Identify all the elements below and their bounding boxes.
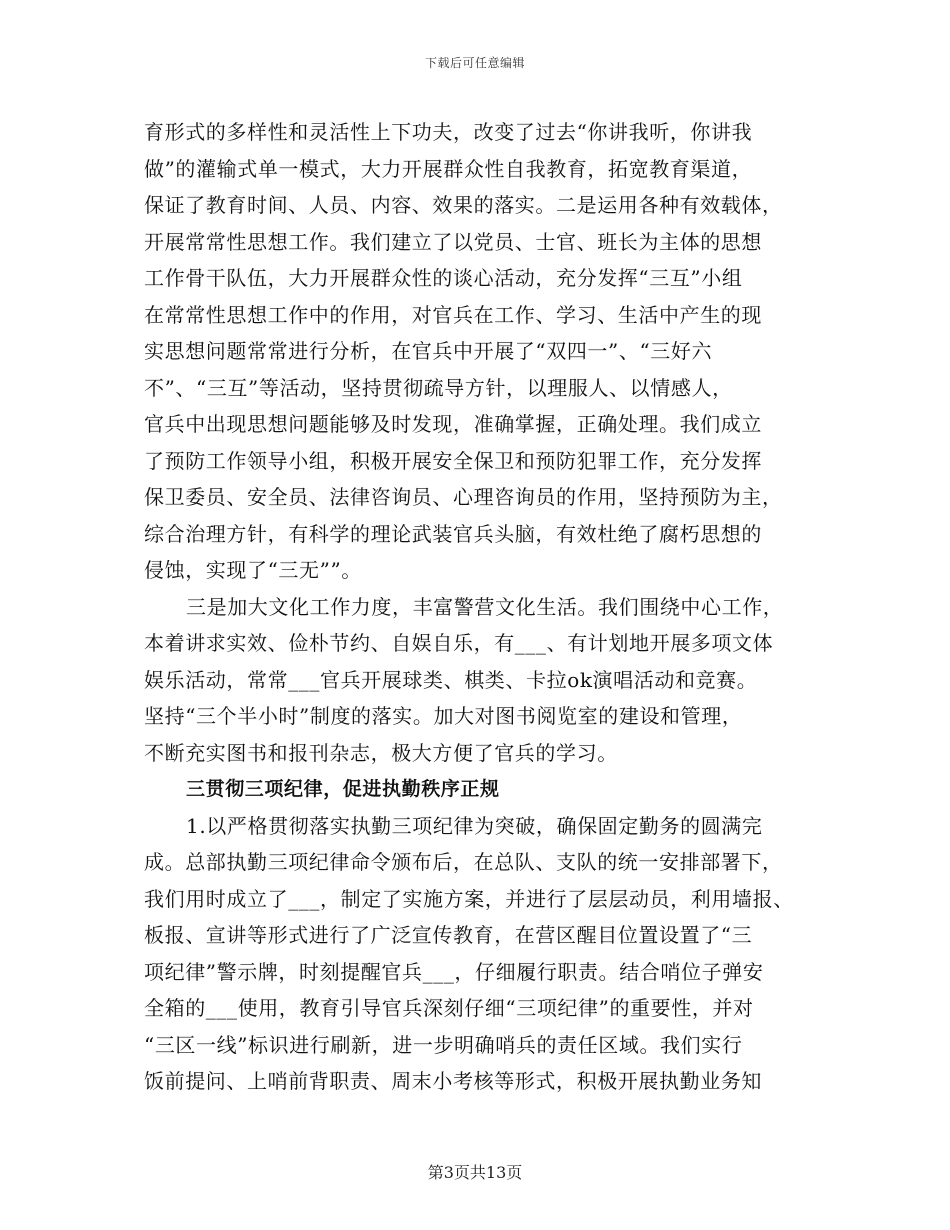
body-line: 板报、宣讲等形式进行了广泛宣传教育，在营区醒目位置设置了“三: [144, 923, 753, 947]
body-line: 综合治理方针，有科学的理论武装官兵头脑，有效杜绝了腐朽思想的: [144, 521, 762, 546]
body-line: 娱乐活动，常常___官兵开展球类、棋类、卡拉ok演唱活动和竞赛。: [144, 667, 758, 692]
body-line: 饭前提问、上哨前背职责、周末小考核等形式，积极开展执勤业务知: [144, 1069, 762, 1093]
body-line: 成。总部执勤三项纪律命令颁布后，在总队、支队的统一安排部署下，: [144, 850, 783, 874]
body-line: 做”的灌输式单一模式，大力开展群众性自我教育，拓宽教育渠道，: [144, 156, 753, 181]
body-line: 官兵中出现思想问题能够及时发现，准确掌握，正确处理。我们成立: [144, 412, 762, 436]
body-line: 开展常常性思想工作。我们建立了以党员、士官、班长为主体的思想: [144, 229, 762, 254]
body-line: 本着讲求实效、俭朴节约、自娱自乐，有___、有计划地开展多项文体: [144, 631, 774, 655]
body-line: 保证了教育时间、人员、内容、效果的落实。二是运用各种有效载体，: [144, 193, 783, 217]
body-line: 工作骨干队伍，大力开展群众性的谈心活动，充分发挥“三互”小组: [144, 266, 743, 290]
body-line: 项纪律”警示牌，时刻提醒官兵___，仔细履行职责。结合哨位子弹安: [144, 959, 764, 984]
page-footer: 第3页共13页: [427, 1163, 523, 1182]
body-line: 保卫委员、安全员、法律咨询员、心理咨询员的作用，坚持预防为主，: [144, 485, 783, 509]
paragraph-start-line: 1.以严格贯彻落实执勤三项纪律为突破，确保固定勤务的圆满完: [186, 813, 763, 838]
body-line: 了预防工作领导小组，积极开展安全保卫和预防犯罪工作，充分发挥: [144, 448, 762, 473]
page-header: 下载后可任意编辑: [424, 56, 525, 70]
body-line: 在常常性思想工作中的作用，对官兵在工作、学习、生活中产生的现: [144, 302, 762, 327]
body-line: “三区一线”标识进行刷新，进一步明确哨兵的责任区域。我们实行: [144, 1032, 743, 1057]
body-line: 不”、“三互”等活动，坚持贯彻疏导方针，以理服人、以情感人，: [144, 375, 733, 400]
section-heading: 三贯彻三项纪律，促进执勤秩序正规: [186, 778, 500, 800]
body-line: 坚持“三个半小时”制度的落实。加大对图书阅览室的建设和管理，: [144, 704, 743, 728]
body-line: 侵蚀，实现了“三无””。: [144, 558, 362, 582]
paragraph-start-line: 三是加大文化工作力度，丰富警营文化生活。我们围绕中心工作，: [186, 594, 784, 619]
body-line: 实思想问题常常进行分析，在官兵中开展了“双四一”、“三好六: [144, 339, 713, 363]
document-body: [144, 114, 824, 1100]
body-line: 不断充实图书和报刊杂志，极大方便了官兵的学习。: [144, 740, 618, 765]
body-line: 我们用时成立了___，制定了实施方案，并进行了层层动员，利用墙报、: [144, 886, 794, 911]
body-line: 全箱的___使用，教育引导官兵深刻仔细“三项纪律”的重要性，并对: [144, 996, 754, 1020]
body-line: 育形式的多样性和灵活性上下功夫，改变了过去“你讲我听，你讲我: [144, 120, 753, 144]
